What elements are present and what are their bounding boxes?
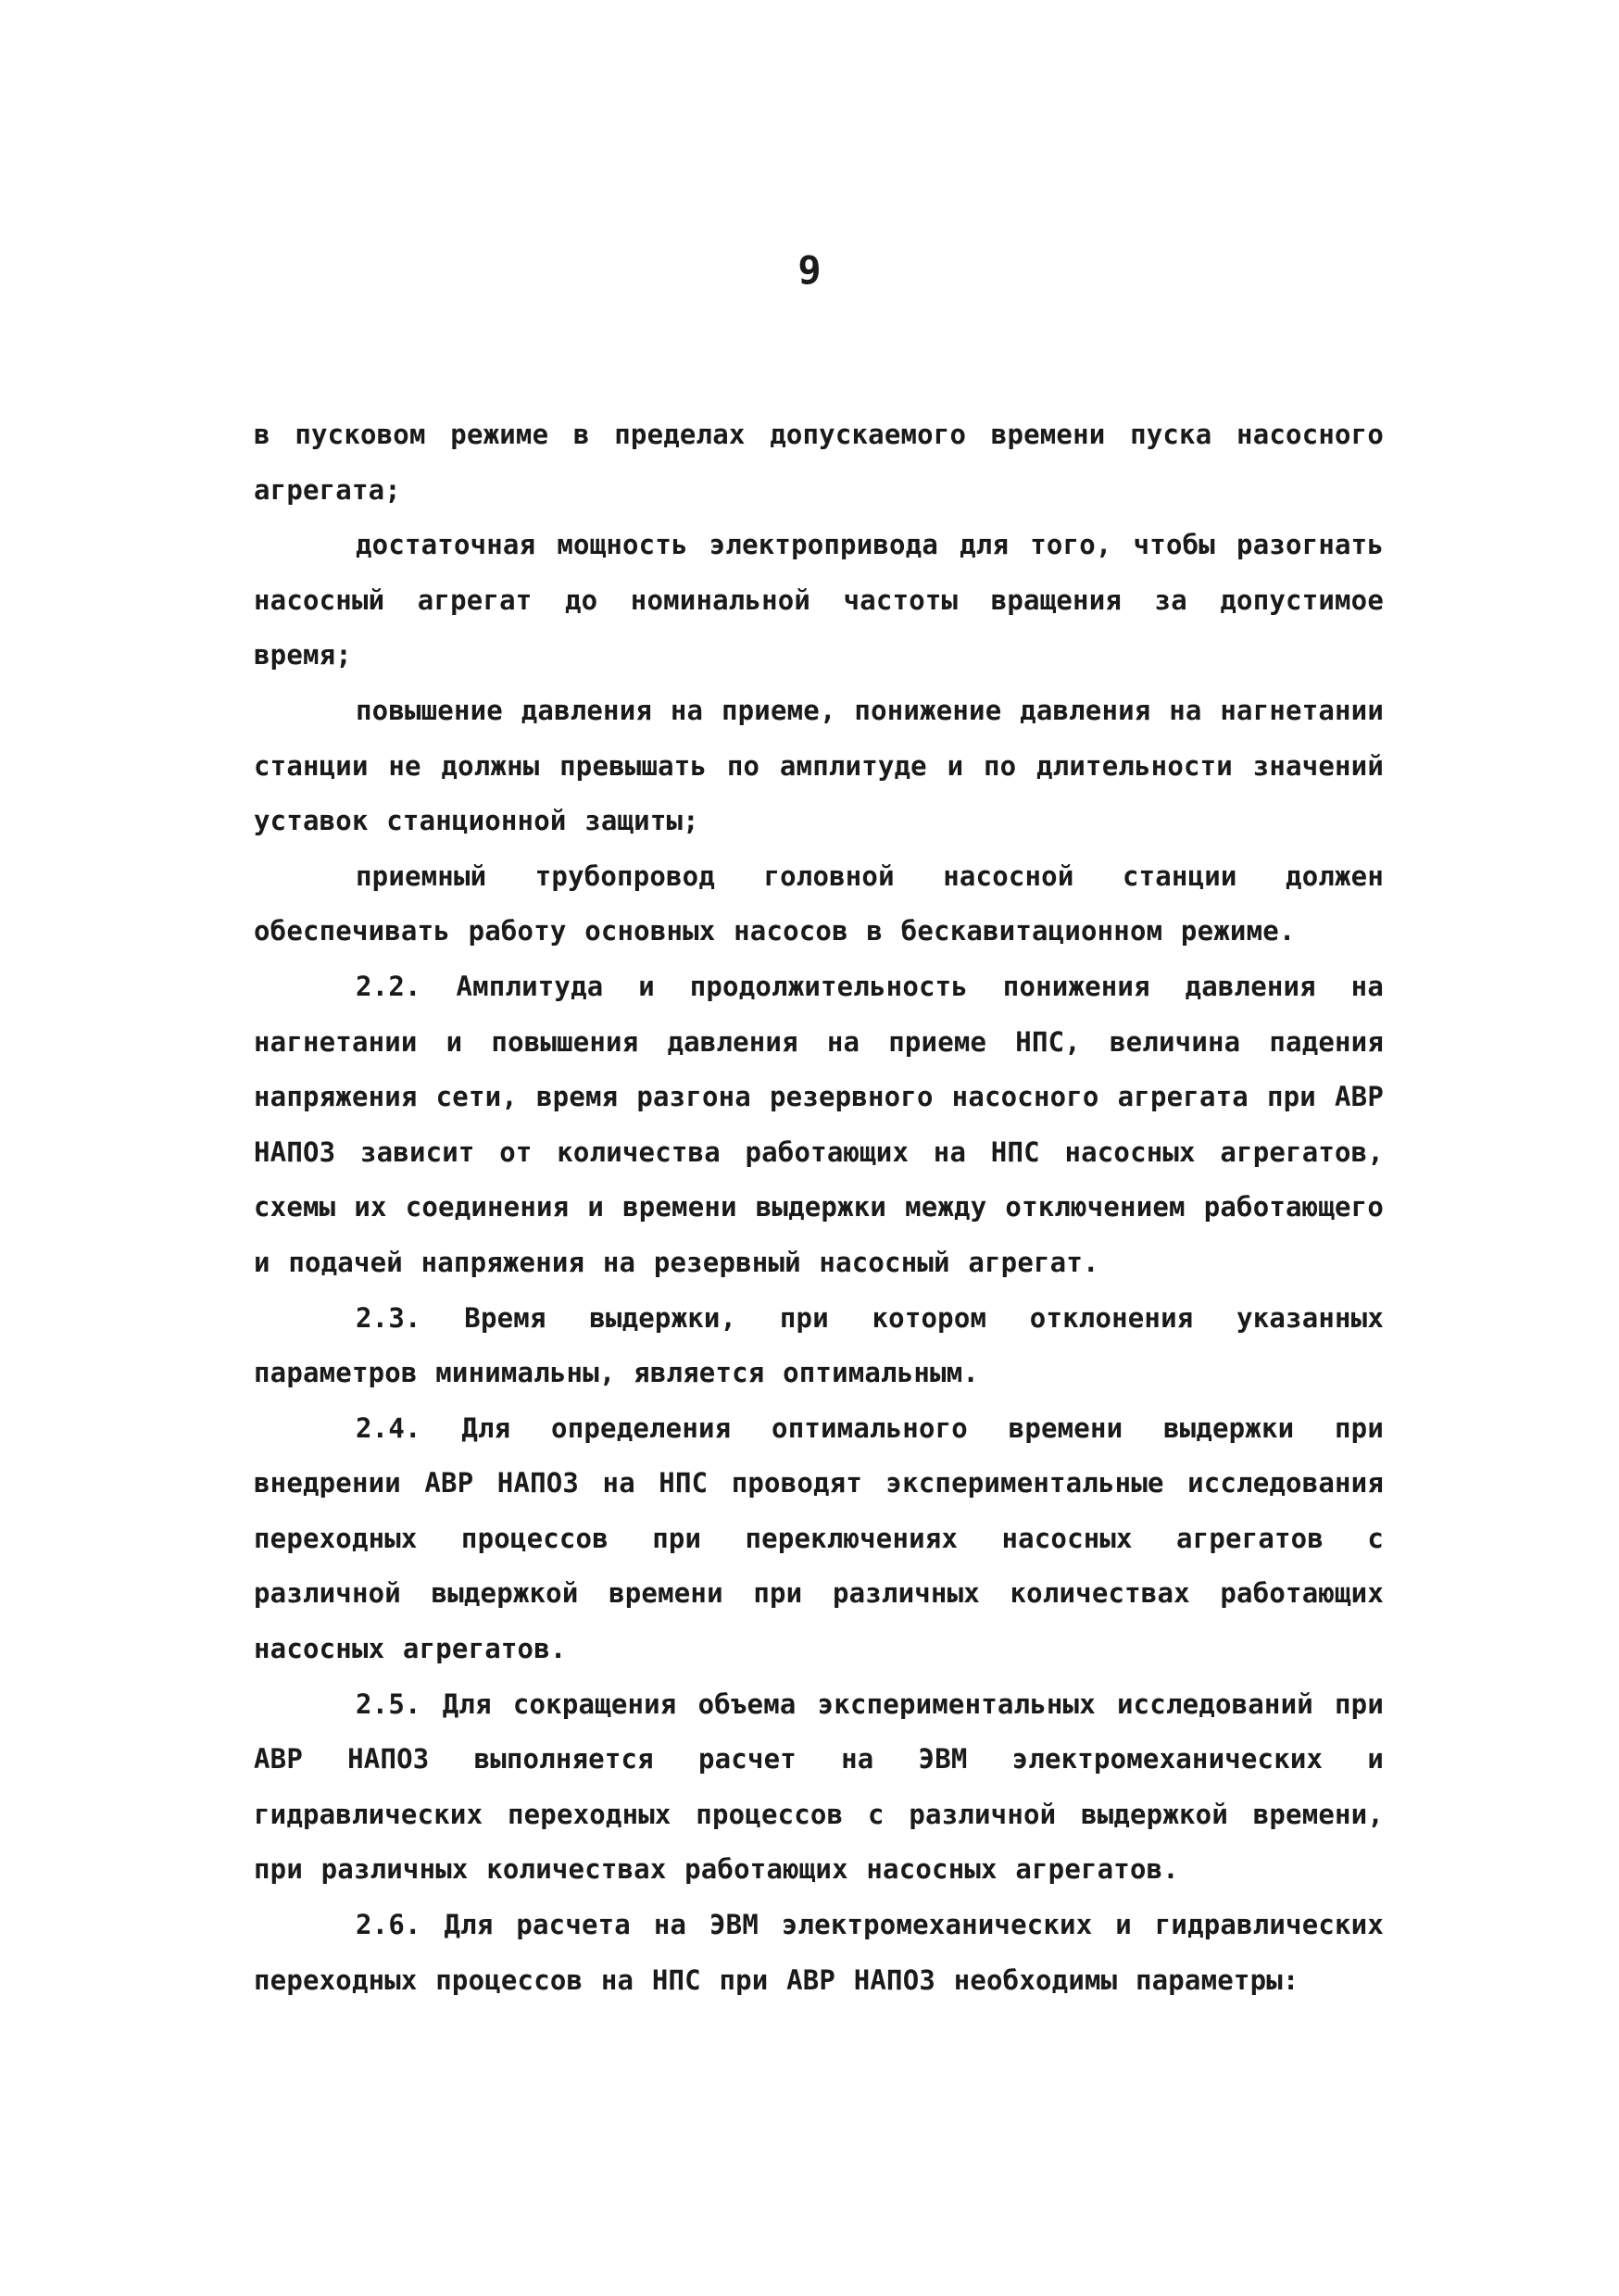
paragraph-power-requirement: достаточная мощность электропривода для того, чтобы разогнать насосный агрегат до номинальной частоты вращения за допустимое время; bbox=[254, 529, 1384, 671]
paragraph-2-3: 2.3. Время выдержки, при котором отклонения указанных параметров минимальны, является оптимальным. bbox=[254, 1301, 1384, 1389]
paragraph-2-4: 2.4. Для определения оптимального времени выдержки при внедрении АВР НАПОЗ на НПС проводят экспериментальные исследования переходных процессов при переключениях насосных агрегатов с различной выдержкой времени при различных количествах работающих насосных агрегатов. bbox=[254, 1411, 1384, 1665]
document-body bbox=[254, 408, 1384, 2008]
paragraph-continuation: в пусковом режиме в пределах допускаемого времени пуска насосного агрегата; bbox=[254, 419, 1384, 506]
page-number: 9 bbox=[797, 247, 822, 293]
paragraph-pressure-limits: повышение давления на приеме, понижение давления на нагнетании станции не должны превышать по амплитуде и по длительности значений уставок станционной защиты; bbox=[254, 694, 1384, 837]
paragraph-2-6: 2.6. Для расчета на ЭВМ электромеханических и гидравлических переходных процессов на НПС при АВР НАПОЗ необходимы параметры: bbox=[254, 1909, 1384, 1996]
paragraph-intake-pipeline: приемный трубопровод головной насосной станции должен обеспечивать работу основных насосов в бескавитационном режиме. bbox=[254, 859, 1384, 947]
paragraph-2-2: 2.2. Амплитуда и продолжительность понижения давления на нагнетании и повышения давления на приеме НПС, величина падения напряжения сети, время разгона резервного насосного агрегата при АВР НАПОЗ зависит от количества работающих на НПС насосных агрегатов, схемы их соединения и времени выдержки между отключением работающего и подачей напряжения на резервный насосный агрегат. bbox=[254, 970, 1384, 1278]
paragraph-2-5: 2.5. Для сокращения объема экспериментальных исследований при АВР НАПОЗ выполняется расчет на ЭВМ электромеханических и гидравлических переходных процессов с различной выдержкой времени, при различных количествах работающих насосных агрегатов. bbox=[254, 1687, 1384, 1886]
